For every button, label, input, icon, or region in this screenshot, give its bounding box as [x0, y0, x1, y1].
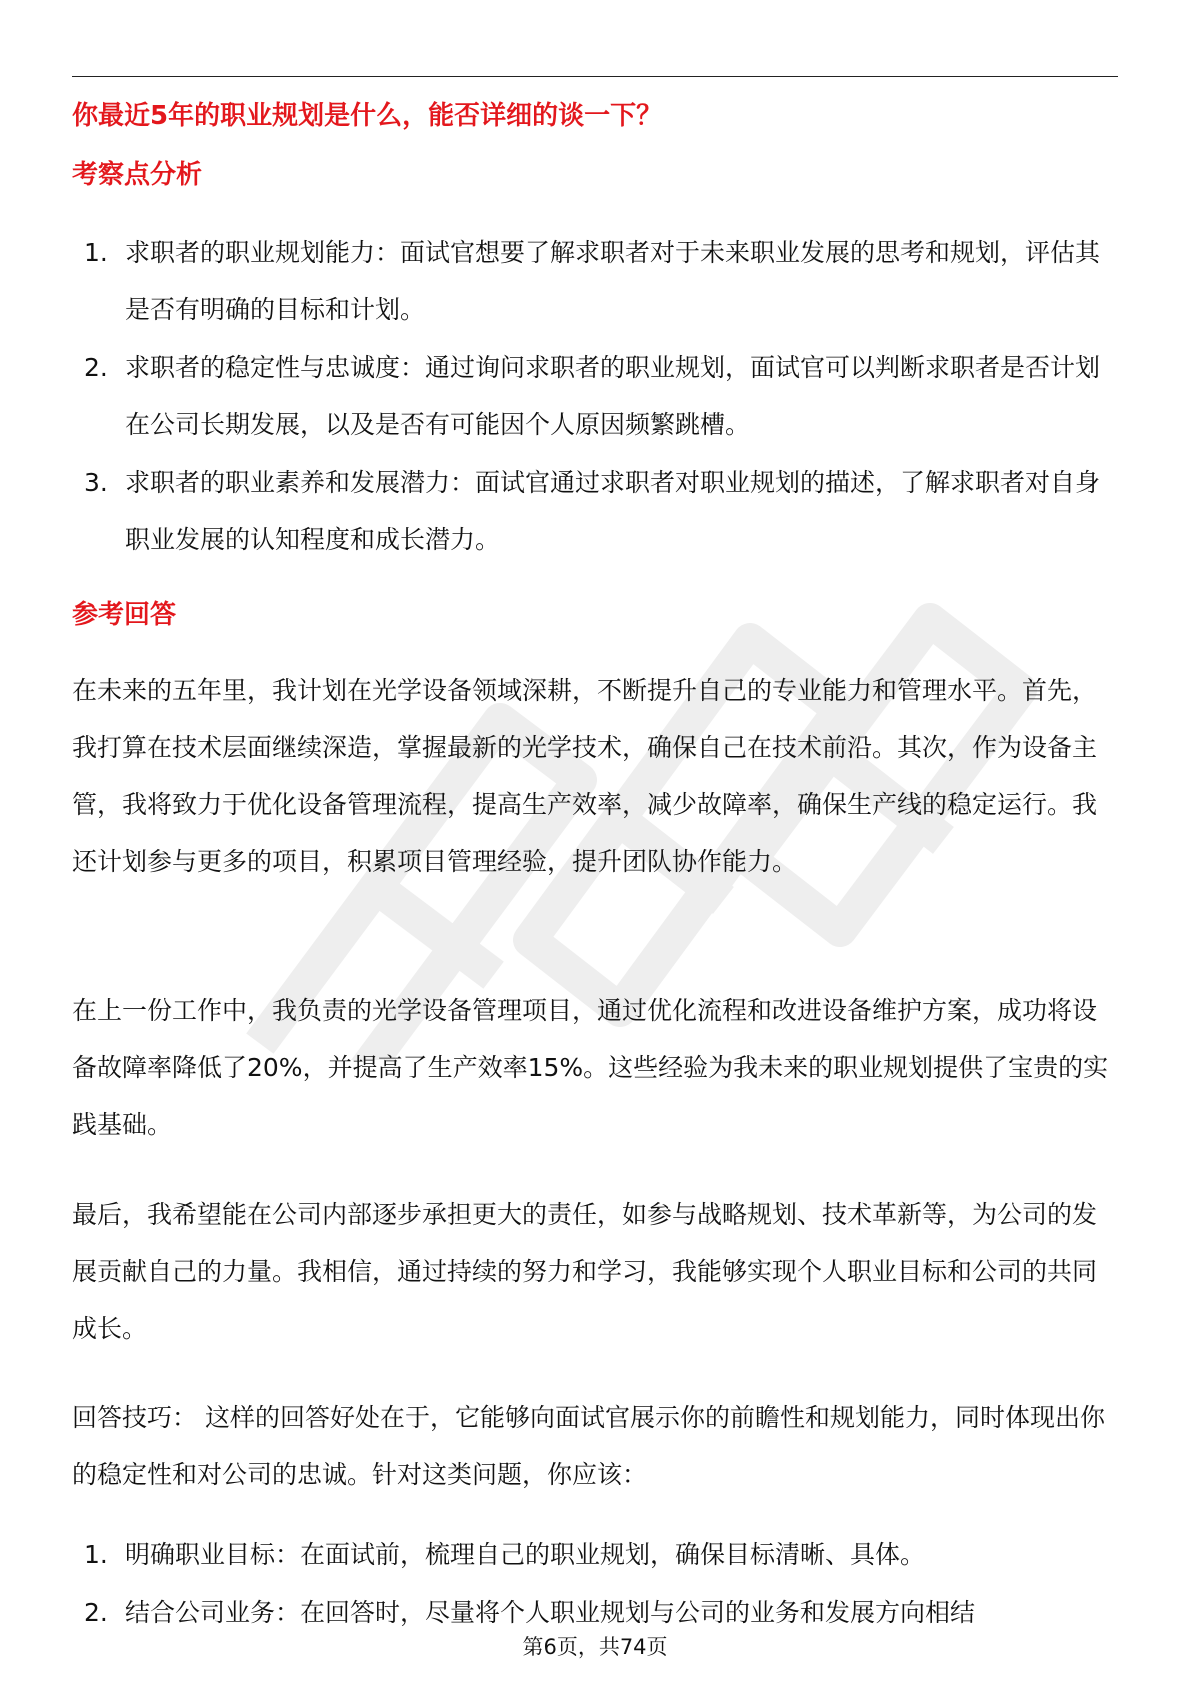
list-item-number: 2. — [84, 353, 108, 382]
question-title: 你最近5年的职业规划是什么，能否详细的谈一下？ — [72, 101, 663, 131]
top-divider — [72, 76, 1118, 77]
list-item-text: 明确职业目标：在面试前，梳理自己的职业规划，确保目标清晰、具体。 — [125, 1540, 926, 1569]
list-item-number: 1. — [84, 1540, 108, 1569]
list-item-number: 2. — [84, 1598, 108, 1627]
list-item-text: 结合公司业务：在回答时，尽量将个人职业规划与公司的业务和发展方向相结 — [125, 1598, 976, 1627]
tips-intro: 回答技巧： 这样的回答好处在于，它能够向面试官展示你的前瞻性和规划能力，同时体现出你的稳定性和对公司的忠诚。针对这类问题，你应该： — [72, 1403, 1105, 1489]
list-item-text: 求职者的稳定性与忠诚度：通过询问求职者的职业规划，面试官可以判断求职者是否计划在公司长期发展，以及是否有可能因个人原因频繁跳槽。 — [125, 353, 1101, 439]
analysis-list — [72, 224, 1118, 569]
answer-heading: 参考回答 — [72, 600, 177, 630]
list-item-number: 3. — [84, 468, 108, 497]
answer-paragraph: 最后，我希望能在公司内部逐步承担更大的责任，如参与战略规划、技术革新等，为公司的发展贡献自己的力量。我相信，通过持续的努力和学习，我能够实现个人职业目标和公司的共同成长。 — [72, 1200, 1098, 1343]
answer-paragraph: 在上一份工作中，我负责的光学设备管理项目，通过优化流程和改进设备维护方案，成功将设备故障率降低了20%，并提高了生产效率15%。这些经验为我未来的职业规划提供了宝贵的实践基础。 — [72, 996, 1109, 1139]
list-item — [72, 339, 1118, 453]
list-item — [72, 224, 1118, 338]
list-item-number: 1. — [84, 238, 108, 267]
list-item-text: 求职者的职业规划能力：面试官想要了解求职者对于未来职业发展的思考和规划，评估其是否有明确的目标和计划。 — [125, 238, 1101, 324]
list-item — [72, 1526, 1118, 1583]
list-item-text: 求职者的职业素养和发展潜力：面试官通过求职者对职业规划的描述，了解求职者对自身职业发展的认知程度和成长潜力。 — [125, 468, 1101, 554]
list-item — [72, 454, 1118, 568]
tips-list — [72, 1526, 1118, 1642]
answer-paragraph: 在未来的五年里，我计划在光学设备领域深耕，不断提升自己的专业能力和管理水平。首先，我打算在技术层面继续深造，掌握最新的光学技术，确保自己在技术前沿。其次，作为设备主管，我将致力于优化设备管理流程，提高生产效率，减少故障率，确保生产线的稳定运行。我还计划参与更多的项目，积累项目管理经验，提升团队协作能力。 — [72, 676, 1098, 876]
page-number: 第6页，共74页 — [522, 1635, 668, 1659]
analysis-heading: 考察点分析 — [72, 160, 203, 190]
